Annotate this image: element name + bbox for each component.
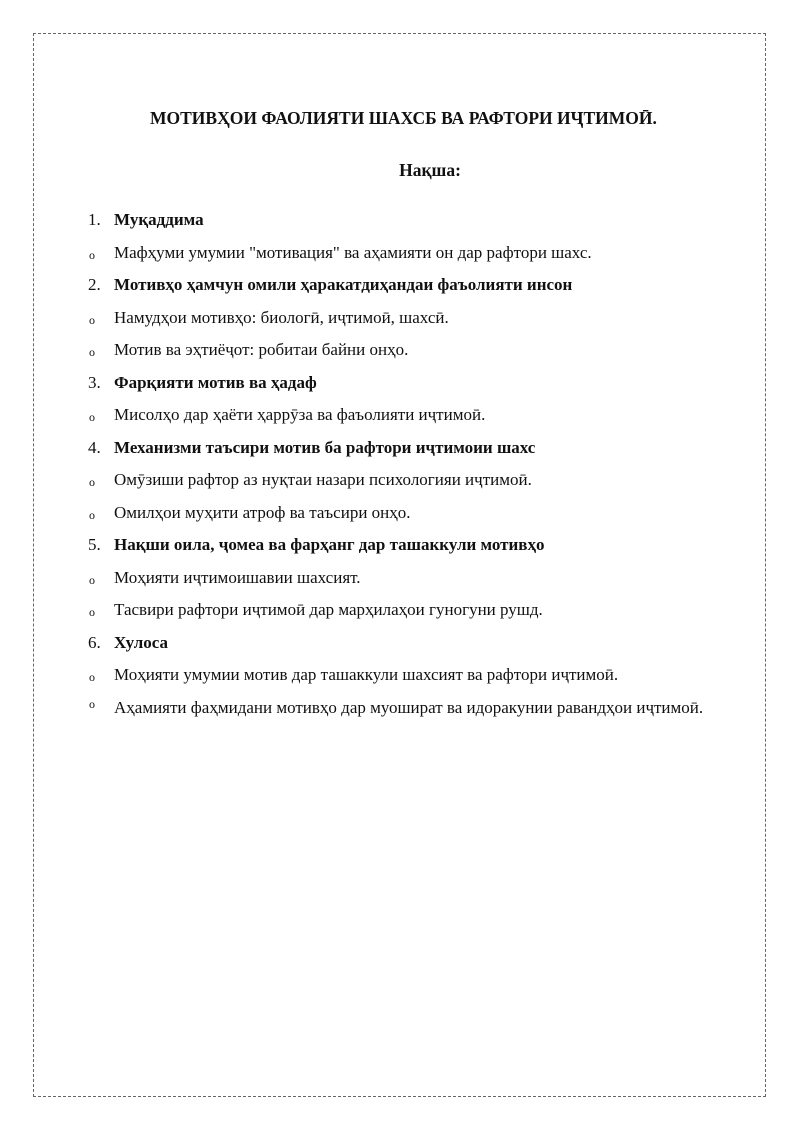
document-title: МОТИВҲОИ ФАОЛИЯТИ ШАХСБ ВА РАФТОРИ ИҶТИМОӢ. [150,108,657,128]
bullet-item [88,665,742,685]
section-item [88,275,742,295]
section-number: 6. [88,632,101,652]
section-item [88,210,742,230]
bullet-text: Намудҳои мотивҳо: биологӣ, иҷтимоӣ, шахсӣ. [114,307,449,327]
bullet-marker: o [89,410,95,424]
section-number: 4. [88,437,101,457]
section-title: Мотивҳо ҳамчун омили ҳаракатдиҳандаи фаъолияти инсон [114,275,573,294]
bullet-text: Мафҳуми умумии "мотивация" ва аҳамияти он дар рафтори шахс. [114,242,592,262]
bullet-item [88,503,742,523]
plan-outline [88,210,742,736]
bullet-marker: o [89,572,95,587]
bullet-text: Омӯзиши рафтор аз нуқтаи назари психологияи иҷтимоӣ. [114,470,532,489]
bullet-marker: o [89,345,95,359]
bullet-marker: o [89,312,95,327]
section-title: Хулоса [114,632,168,652]
section-item [88,373,742,393]
section-item [88,438,742,458]
plan-heading: Нақша: [399,160,461,180]
bullet-marker: o [89,605,95,619]
bullet-item [88,568,742,588]
bullet-item [88,600,742,620]
bullet-item [88,470,742,490]
bullet-item [88,340,742,360]
section-title: Фарқияти мотив ва ҳадаф [114,372,317,392]
bullet-marker: o [89,670,95,684]
bullet-marker: o [89,696,95,711]
bullet-item [88,243,742,263]
section-title: Механизми таъсири мотив ба рафтори иҷтимоии шахс [114,437,536,457]
section-item [88,633,742,653]
section-title: Нақши оила, ҷомеа ва фарҳанг дар ташаккули мотивҳо [114,535,545,554]
bullet-marker: o [89,475,95,489]
section-number: 5. [88,535,101,554]
bullet-text: Моҳияти иҷтимоишавии шахсият. [114,567,361,587]
bullet-text: Тасвири рафтори иҷтимоӣ дар марҳилаҳои гуногуни рушд. [114,600,543,619]
bullet-item [88,692,742,724]
bullet-text: Мотив ва эҳтиёҷот: робитаи байни онҳо. [114,340,409,359]
bullet-text: Мисолҳо дар ҳаёти ҳаррӯза ва фаъолияти иҷтимоӣ. [114,405,486,424]
bullet-item [88,405,742,425]
section-item [88,535,742,555]
bullet-item [88,308,742,328]
bullet-text: Омилҳои муҳити атроф ва таъсири онҳо. [114,502,411,522]
section-number: 2. [88,275,101,294]
bullet-marker: o [89,247,95,262]
section-number: 3. [88,372,101,392]
section-title: Муқаддима [114,210,204,229]
bullet-text: Аҳамияти фаҳмидани мотивҳо дар муошират ва идоракунии равандҳои иҷтимоӣ. [114,697,704,717]
section-number: 1. [88,210,101,229]
bullet-marker: o [89,507,95,522]
bullet-text: Моҳияти умумии мотив дар ташаккули шахсият ва рафтори иҷтимоӣ. [114,665,619,684]
